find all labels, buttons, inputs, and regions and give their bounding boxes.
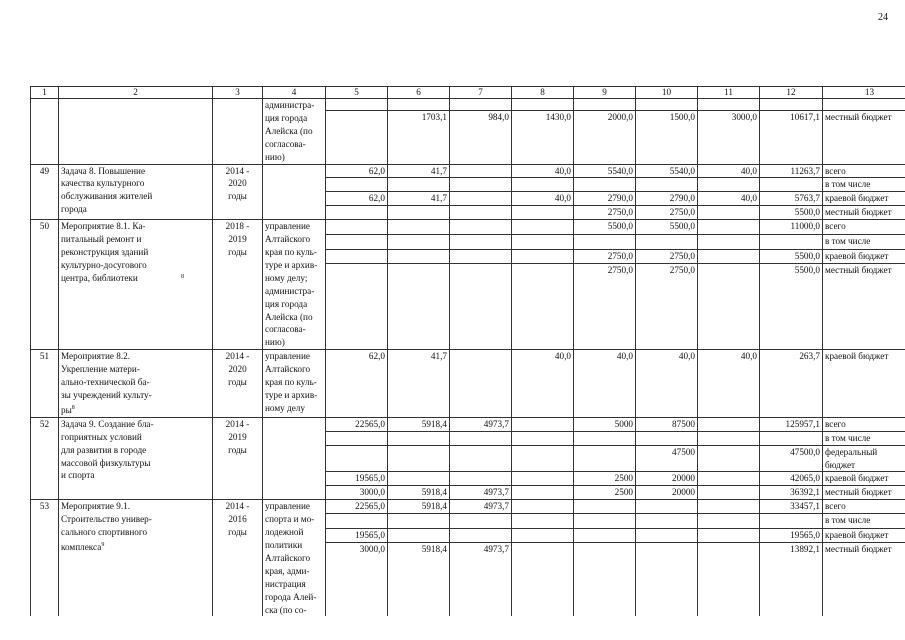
row-number: 49 <box>31 164 59 220</box>
value-cell: 20000 <box>636 472 698 486</box>
executor-cell: администра- ция города Алейска (по согласова- нию) <box>263 99 326 165</box>
years-cell: 2014 - 2016 годы <box>213 500 263 617</box>
value-cell: 40,0 <box>698 164 760 178</box>
value-cell: 2750,0 <box>636 206 698 220</box>
value-cell: 4973,7 <box>450 542 512 616</box>
value-cell: 5918,4 <box>388 486 450 500</box>
value-cell: 2750,0 <box>574 264 636 350</box>
value-cell: 5540,0 <box>574 164 636 178</box>
source-cell: в том числе <box>823 178 905 192</box>
value-cell: 11000,0 <box>760 220 823 235</box>
header-cell: 12 <box>760 87 823 99</box>
value-cell: 263,7 <box>760 350 823 418</box>
source-cell: местный бюджет <box>823 206 905 220</box>
header-cell: 3 <box>213 87 263 99</box>
value-cell: 2750,0 <box>636 249 698 264</box>
source-cell: краевой бюджет <box>823 472 905 486</box>
budget-table <box>30 86 905 616</box>
header-cell: 11 <box>698 87 760 99</box>
header-cell: 1 <box>31 87 59 99</box>
value-cell: 3000,0 <box>698 111 760 164</box>
value-cell: 2750,0 <box>636 264 698 350</box>
value-cell: 47500,0 <box>760 445 823 472</box>
header-cell: 9 <box>574 87 636 99</box>
value-cell: 40,0 <box>512 192 574 206</box>
source-cell: в том числе <box>823 431 905 445</box>
value-cell: 47500 <box>636 445 698 472</box>
value-cell: 2500 <box>574 472 636 486</box>
task-name: Задача 8. Повышение качества культурного обслуживания жителей города <box>59 164 213 220</box>
value-cell: 40,0 <box>698 350 760 418</box>
value-cell: 20000 <box>636 486 698 500</box>
source-cell: местный бюджет <box>823 111 905 164</box>
source-cell: краевой бюджет <box>823 192 905 206</box>
value-cell: 1703,1 <box>388 111 450 164</box>
header-cell: 6 <box>388 87 450 99</box>
value-cell: 40,0 <box>698 192 760 206</box>
table-row <box>31 99 905 111</box>
value-cell: 19565,0 <box>326 472 388 486</box>
value-cell: 5918,4 <box>388 542 450 616</box>
header-cell: 4 <box>263 87 326 99</box>
value-cell: 22565,0 <box>326 500 388 514</box>
value-cell: 40,0 <box>512 350 574 418</box>
value-cell: 3000,0 <box>326 486 388 500</box>
value-cell: 5540,0 <box>636 164 698 178</box>
header-cell: 8 <box>512 87 574 99</box>
value-cell: 2790,0 <box>574 192 636 206</box>
value-cell: 5500,0 <box>636 220 698 235</box>
task-name-cell <box>59 350 213 418</box>
footnote-mark: 8 <box>181 273 184 280</box>
value-cell: 5918,4 <box>388 417 450 431</box>
value-cell: 5500,0 <box>760 249 823 264</box>
header-cell: 7 <box>450 87 512 99</box>
source-cell: в том числе <box>823 514 905 528</box>
source-cell: местный бюджет <box>823 264 905 350</box>
value-cell: 1500,0 <box>636 111 698 164</box>
value-cell: 3000,0 <box>326 542 388 616</box>
value-cell: 2000,0 <box>574 111 636 164</box>
footnote-mark: 8 <box>71 404 75 411</box>
value-cell: 40,0 <box>636 350 698 418</box>
row-number: 51 <box>31 350 59 418</box>
executor-cell: управление Алтайского края по куль- туре и архив- ному делу; администра- ция города Алейска (по согласова- нию) <box>263 220 326 350</box>
table-row <box>31 500 905 514</box>
task-name-cell <box>59 220 213 350</box>
source-cell: краевой бюджет <box>823 350 905 418</box>
task-name-cell <box>59 500 213 617</box>
value-cell: 2750,0 <box>574 206 636 220</box>
value-cell: 11263,7 <box>760 164 823 178</box>
task-name: Задача 9. Создание бла- гоприятных условий для развития в городе массовой физкультуры и спорта <box>59 417 213 499</box>
years-cell: 2014 - 2020 годы <box>213 164 263 220</box>
years-cell: 2018 - 2019 годы <box>213 220 263 350</box>
source-cell: краевой бюджет <box>823 528 905 542</box>
value-cell: 22565,0 <box>326 417 388 431</box>
value-cell: 62,0 <box>326 164 388 178</box>
value-cell: 5500,0 <box>760 264 823 350</box>
source-cell: местный бюджет <box>823 542 905 616</box>
source-cell: федеральный бюджет <box>823 445 905 472</box>
executor-cell <box>263 164 326 220</box>
value-cell: 4973,7 <box>450 417 512 431</box>
table-row <box>31 220 905 235</box>
value-cell: 1430,0 <box>512 111 574 164</box>
source-cell: всего <box>823 500 905 514</box>
table-row <box>31 417 905 431</box>
value-cell: 62,0 <box>326 350 388 418</box>
value-cell: 984,0 <box>450 111 512 164</box>
value-cell: 5500,0 <box>574 220 636 235</box>
value-cell: 41,7 <box>388 350 450 418</box>
value-cell: 2500 <box>574 486 636 500</box>
value-cell: 5500,0 <box>760 206 823 220</box>
value-cell: 5763,7 <box>760 192 823 206</box>
executor-cell: управление спорта и мо- лодежной политики Алтайского края, адми- нистрация города Алей- ска (по со- <box>263 500 326 617</box>
value-cell: 10617,1 <box>760 111 823 164</box>
value-cell: 33457,1 <box>760 500 823 514</box>
task-name: Мероприятие 8.1. Ка- питальный ремонт и реконструкция зданий культурно-досугового центра, библиотеки <box>61 221 149 283</box>
value-cell: 5918,4 <box>388 500 450 514</box>
value-cell: 125957,1 <box>760 417 823 431</box>
source-cell: всего <box>823 220 905 235</box>
value-cell: 2790,0 <box>636 192 698 206</box>
value-cell: 4973,7 <box>450 500 512 514</box>
value-cell: 5000 <box>574 417 636 431</box>
source-cell: краевой бюджет <box>823 249 905 264</box>
page-number: 24 <box>878 12 888 23</box>
value-cell: 42065,0 <box>760 472 823 486</box>
footnote-mark: 9 <box>101 541 105 548</box>
task-name: Мероприятие 9.1. Строительство универ- сального спортивного комплекса <box>61 501 152 553</box>
value-cell: 2750,0 <box>574 249 636 264</box>
table-row <box>31 164 905 178</box>
task-name: Мероприятие 8.2. Укрепление матери- ально-технической ба- зы учреждений культу- ры <box>61 351 152 415</box>
value-cell: 40,0 <box>512 164 574 178</box>
source-cell: местный бюджет <box>823 486 905 500</box>
value-cell: 40,0 <box>574 350 636 418</box>
source-cell: всего <box>823 417 905 431</box>
value-cell: 41,7 <box>388 164 450 178</box>
value-cell: 62,0 <box>326 192 388 206</box>
value-cell: 13892,1 <box>760 542 823 616</box>
value-cell: 19565,0 <box>326 528 388 542</box>
header-cell: 13 <box>823 87 905 99</box>
source-cell: всего <box>823 164 905 178</box>
header-cell: 10 <box>636 87 698 99</box>
value-cell: 19565,0 <box>760 528 823 542</box>
row-number: 52 <box>31 417 59 499</box>
value-cell: 87500 <box>636 417 698 431</box>
executor-cell: управление Алтайского края по куль- туре и архив- ному делу <box>263 350 326 418</box>
years-cell: 2014 - 2020 годы <box>213 350 263 418</box>
row-number: 50 <box>31 220 59 350</box>
header-row <box>31 87 905 99</box>
row-number: 53 <box>31 500 59 617</box>
table-row <box>31 350 905 418</box>
header-cell: 2 <box>59 87 213 99</box>
executor-cell <box>263 417 326 499</box>
years-cell: 2014 - 2019 годы <box>213 417 263 499</box>
value-cell: 41,7 <box>388 192 450 206</box>
value-cell: 4973,7 <box>450 486 512 500</box>
header-cell: 5 <box>326 87 388 99</box>
source-cell: в том числе <box>823 234 905 249</box>
value-cell: 36392,1 <box>760 486 823 500</box>
